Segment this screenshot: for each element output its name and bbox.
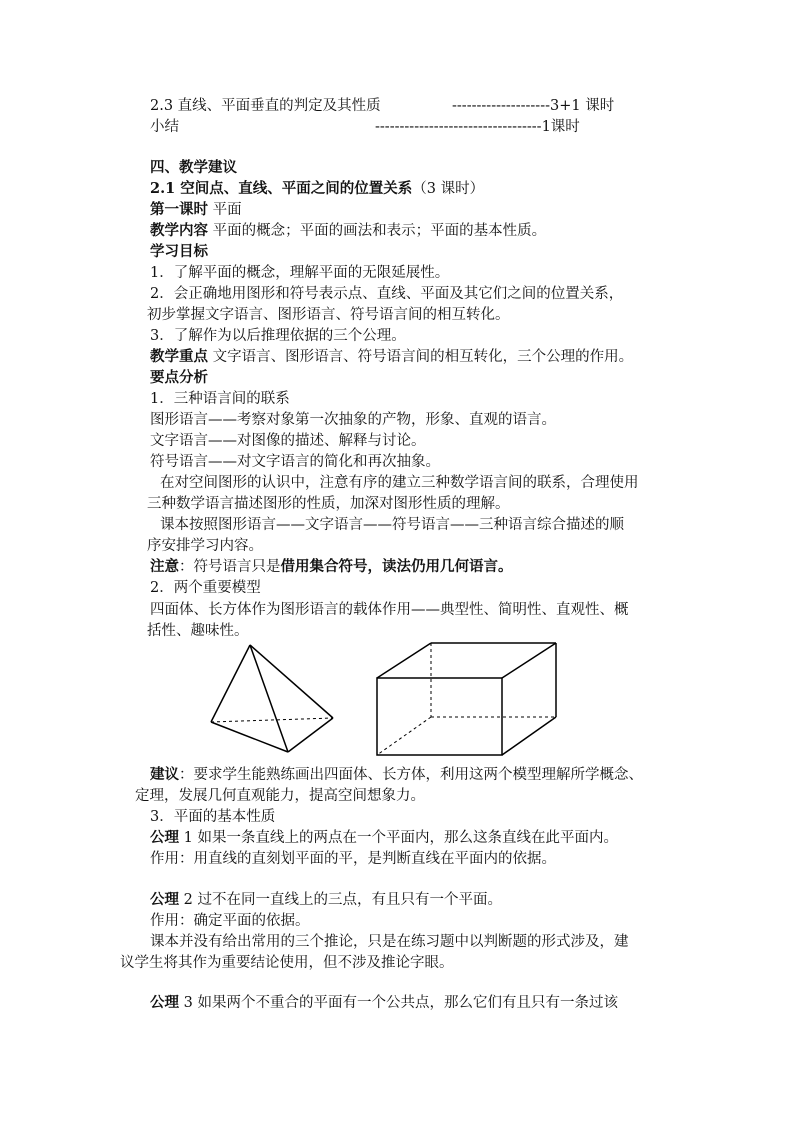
paragraph-2-cont: 序安排学习内容。: [147, 538, 263, 554]
toc-dots: --------------------3+1 课时: [452, 98, 615, 114]
tetrahedron-figure: [211, 645, 333, 752]
axiom-1-use: 作用：用直线的直刻划平面的平，是判断直线在平面内的依据。: [150, 851, 556, 867]
subsection-hours: （3 课时）: [412, 181, 485, 197]
point-2-title: 2．两个重要模型: [150, 580, 261, 596]
note-label: 注意: [150, 558, 179, 575]
models-line-cont: 括性、趣味性。: [147, 623, 249, 639]
corollary-note: 课本并没有给出常用的三个推论，只是在练习题中以判断题的形式涉及，建: [150, 934, 629, 950]
paragraph-2: 课本按照图形语言——文字语言——符号语言——三种语言综合描述的顺: [160, 517, 624, 533]
toc-dots: ----------------------------------1课时: [375, 119, 580, 135]
key-label: 教学重点: [150, 348, 208, 365]
suggest-label: 建议: [150, 766, 179, 783]
toc-row-summary: 小结: [150, 119, 179, 135]
paragraph-1-cont: 三种数学语言描述图形的性质，加深对图形性质的理解。: [147, 496, 510, 512]
symbol-language: 符号语言——对文字语言的简化和再次抽象。: [150, 454, 440, 470]
objective-2-cont: 初步掌握文字语言、图形语言、符号语言间的相互转化。: [147, 307, 510, 323]
lesson-label: 第一课时: [150, 201, 208, 218]
axiom-label: 公理: [150, 994, 179, 1011]
axiom-number: 1: [183, 830, 193, 846]
axiom-1: [150, 828, 618, 848]
note-text: ：符号语言只是: [179, 559, 281, 575]
objective-2: 2．会正确地用图形和符号表示点、直线、平面及其它们之间的位置关系，: [150, 286, 624, 302]
note-emphasis: 借用集合符号，读法仍用几何语言。: [280, 558, 513, 575]
subsection-title: 2.1 空间点、直线、平面之间的位置关系: [150, 180, 413, 197]
analysis-heading: 要点分析: [150, 369, 208, 386]
toc-label: 2.3 直线、平面垂直的判定及其性质: [150, 98, 381, 114]
corollary-note-cont: 议学生将其作为重要结论使用，但不涉及推论字眼。: [120, 955, 454, 971]
axiom-label: 公理: [150, 891, 179, 908]
suggest-line-cont: 定理，发展几何直观能力，提高空间想象力。: [135, 788, 425, 804]
suggest-line: 建议：要求学生能熟练画出四面体、长方体，利用这两个模型理解所学概念、: [150, 766, 643, 783]
objectives-heading: 学习目标: [150, 243, 208, 260]
text-language: 文字语言——对图像的描述、解释与讨论。: [150, 433, 426, 449]
lesson-title: 平面: [212, 202, 242, 218]
axiom-text: 过不在同一直线上的三点，有且只有一个平面。: [197, 892, 502, 908]
axiom-number: 2: [183, 892, 193, 908]
axiom-2-use: 作用：确定平面的依据。: [150, 913, 310, 929]
suggest-text: 要求学生能熟练画出四面体、长方体，利用这两个模型理解所学概念、: [193, 767, 643, 783]
graph-language: 图形语言——考察对象第一次抽象的产物，形象、直观的语言。: [150, 412, 556, 428]
axiom-2: [150, 890, 502, 910]
axiom-text: 如果一条直线上的两点在一个平面内，那么这条直线在此平面内。: [197, 830, 618, 846]
content-text: 平面的概念；平面的画法和表示；平面的基本性质。: [212, 223, 547, 239]
key-text: 文字语言、图形语言、符号语言间的相互转化，三个公理的作用。: [212, 349, 634, 365]
axiom-number: 3: [183, 995, 193, 1011]
section-heading: 四、教学建议: [150, 159, 237, 176]
paragraph-1: 在对空间图形的认识中，注意有序的建立三种数学语言间的联系，合理使用: [160, 475, 639, 491]
cuboid-figure: [377, 643, 556, 755]
objective-3: 3．了解作为以后推理依据的三个公理。: [150, 328, 406, 344]
content-label: 教学内容: [150, 222, 208, 239]
point-1-title: 1．三种语言间的联系: [150, 391, 290, 407]
axiom-3: [150, 993, 618, 1013]
objective-1: 1．了解平面的概念，理解平面的无限延展性。: [150, 265, 450, 281]
point-3-title: 3．平面的基本性质: [150, 809, 276, 825]
axiom-text: 如果两个不重合的平面有一个公共点，那么它们有且只有一条过该: [197, 995, 618, 1011]
axiom-label: 公理: [150, 829, 179, 846]
models-line: 四面体、长方体作为图形语言的载体作用——典型性、简明性、直观性、概: [150, 602, 629, 618]
